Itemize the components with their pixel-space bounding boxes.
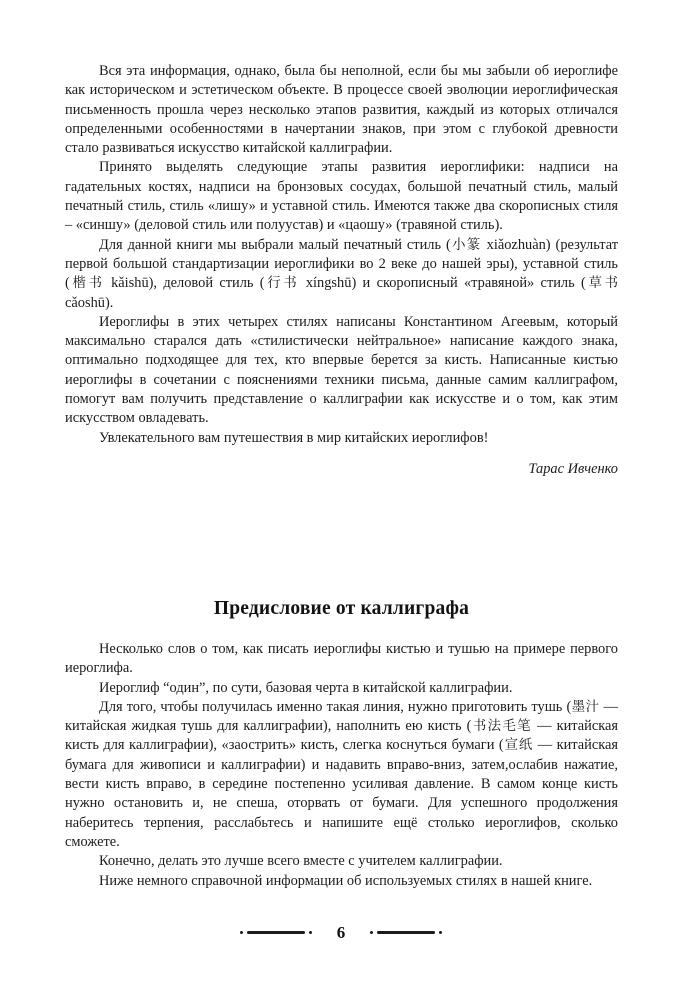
paragraph-reference-info: Ниже немного справочной информации об используемых стилях в нашей книге. xyxy=(99,872,593,889)
ornament-dot-icon xyxy=(309,931,312,934)
paragraph-character-one: Иероглиф “один”, по сути, базовая черта в китайской каллиграфии. xyxy=(99,679,513,696)
styles-text-part-1: Для данной книги мы выбрали малый печатный стиль ( xyxy=(99,236,451,253)
hanzi-xuanzhi: 宣纸 xyxy=(503,738,534,754)
pinyin-caoshu: cǎoshū xyxy=(65,294,105,311)
styles-text-part-2: ) (результат первой большой стандартизации иероглифики во 2 веке до нашей эры), уставной стиль ( xyxy=(65,236,619,292)
technique-text-part-2: — китайская жидкая тушь для каллиграфии), наполнить ею кисть ( xyxy=(65,698,619,735)
paragraph-intro-history: Вся эта информация, однако, была бы неполной, если бы мы забыли об иероглифе как историческом и эстетическом объекте. В процессе своей эволюции иероглифическая письменность прошла через несколько этапов развития, каждый из которых отличался определенными особенностями в начертании знаков, при этом с глубокой древности стало развиваться искусство китайской каллиграфии. xyxy=(65,63,618,157)
footer-ornament-left xyxy=(240,931,312,934)
preface-calligrapher-body xyxy=(65,640,618,891)
styles-text-part-5: ). xyxy=(104,294,114,311)
ornament-dot-icon xyxy=(439,931,442,934)
ornament-rule-icon xyxy=(247,931,305,934)
page-footer xyxy=(0,915,682,949)
ornament-dot-icon xyxy=(240,931,243,934)
pinyin-xiaozhuan: xiǎozhuàn xyxy=(481,236,546,253)
ornament-rule-icon xyxy=(377,931,435,934)
pinyin-xingshu: xíngshū xyxy=(299,275,352,292)
hanzi-xingshu: 行书 xyxy=(264,276,300,292)
pinyin-kaishu: kǎishū xyxy=(104,275,149,292)
hanzi-caoshu: 草书 xyxy=(585,276,619,292)
paragraph-teacher-advice: Конечно, делать это лучше всего вместе с учителем каллиграфии. xyxy=(99,853,503,870)
paragraph-calligrapher-credit: Иероглифы в этих четырех стилях написаны Константином Агеевым, который максимально старался дать «стилистически нейтральное» написание каждого знака, оптимально подходящее для тех, кто впервые берется за кисть. Написанные кистью иероглифы в сочетании с пояснениями техники письма, данные самим каллиграфом, помогут вам получить представление о каллиграфии как искусстве и о том, как этим искусством овладевать. xyxy=(65,313,618,427)
paragraph-brush-technique xyxy=(65,698,618,852)
technique-text-part-3: — китайская кисть для каллиграфии), «заострить» кисть, слегка коснуться бумаги ( xyxy=(65,718,619,754)
hanzi-mozhi: 墨汁 xyxy=(571,699,600,715)
paragraph-script-stages: Принято выделять следующие этапы развития иероглифики: надписи на гадательных костях, надписи на бронзовых сосудах, большой печатный стиль, малый печатный стиль, стиль «лишу» и уставной стиль. Имеются также два скорописных стиля – «синшу» (деловой стиль или полуустав) и «цаошу» (травяной стиль). xyxy=(65,159,618,234)
hanzi-xiaozhuan: 小篆 xyxy=(450,237,482,253)
styles-text-part-4: ) и скорописный «травяной» стиль ( xyxy=(351,275,586,292)
paragraph-closing-wish: Увлекательного вам путешествия в мир китайских иероглифов! xyxy=(99,429,489,446)
technique-text-part-4: — китайская бумага для живописи и каллиграфии) и надавить вправо-вниз, затем,ослабив нажатие, вести кисть вправо, в середине постепенно усиливая давление. В самом конце кисть нужно остановить и, не спеша, оторвать от бумаги. Для успешного продолжения наберитесь терпения, расслабьтесь и напишите ещё столько иероглифов, сколько сможете. xyxy=(65,737,619,850)
hanzi-kaishu: 楷书 xyxy=(69,276,105,292)
ornament-dot-icon xyxy=(370,931,373,934)
paragraph-few-words: Несколько слов о том, как писать иероглифы кистью и тушью на примере первого иероглифа. xyxy=(65,641,618,677)
page-number: 6 xyxy=(336,922,346,942)
author-signature: Тарас Ивченко xyxy=(528,460,618,477)
footer-ornament-right xyxy=(370,931,442,934)
preface-editor-body xyxy=(65,62,618,479)
hanzi-shufamaobi: 书法毛笔 xyxy=(471,719,533,735)
styles-text-part-3: ), деловой стиль ( xyxy=(148,275,265,292)
section-heading-preface-calligrapher: Предисловие от каллиграфа xyxy=(213,598,470,619)
technique-text-part-1: Для того, чтобы получилась именно такая линия, нужно приготовить тушь ( xyxy=(99,698,572,715)
paragraph-chosen-styles xyxy=(65,236,618,313)
